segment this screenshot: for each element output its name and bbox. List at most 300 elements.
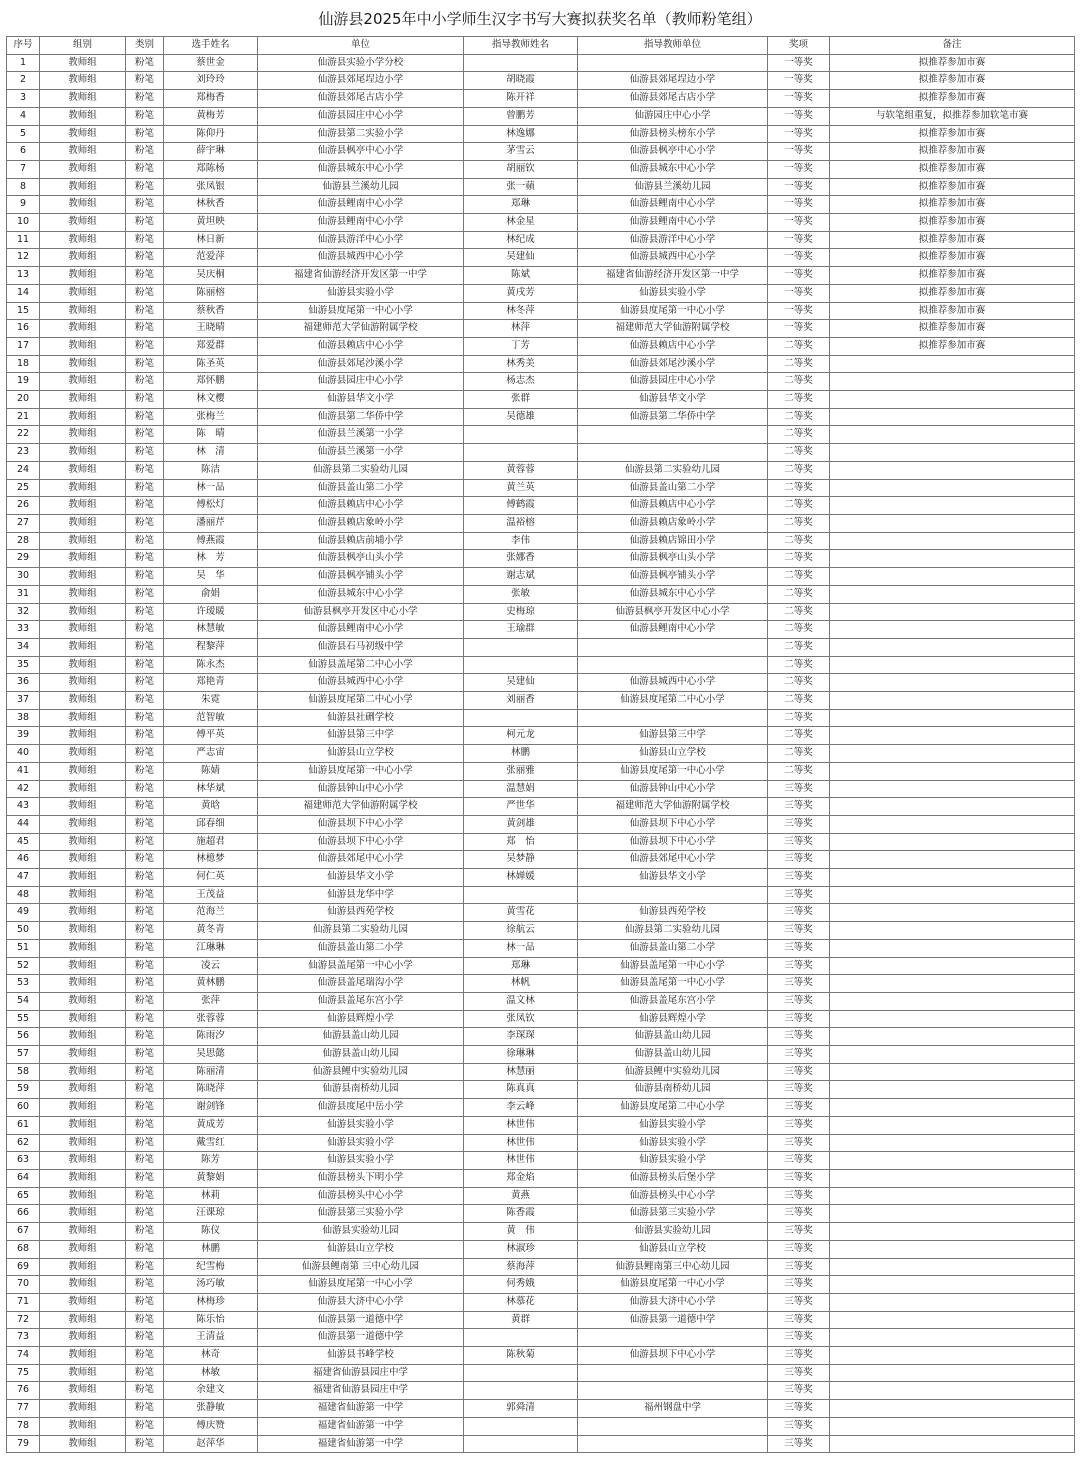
cell-award: 三等奖 xyxy=(768,1293,830,1311)
cell-advisor: 茅雪云 xyxy=(464,143,578,161)
cell-index: 1 xyxy=(7,54,40,72)
cell-index: 30 xyxy=(7,568,40,586)
cell-contestant: 邱春细 xyxy=(164,815,258,833)
cell-index: 8 xyxy=(7,178,40,196)
cell-remarks xyxy=(830,1329,1075,1347)
cell-remarks xyxy=(830,355,1075,373)
cell-remarks xyxy=(830,1223,1075,1241)
cell-category: 粉笔 xyxy=(126,656,164,674)
cell-contestant: 张静敏 xyxy=(164,1400,258,1418)
cell-advisor-unit: 仙游县城东中心小学 xyxy=(578,160,768,178)
cell-group: 教师组 xyxy=(40,957,126,975)
cell-contestant: 谢剑锋 xyxy=(164,1099,258,1117)
cell-unit: 仙游县第二实验幼儿园 xyxy=(258,461,464,479)
cell-group: 教师组 xyxy=(40,249,126,267)
cell-category: 粉笔 xyxy=(126,939,164,957)
cell-category: 粉笔 xyxy=(126,391,164,409)
cell-index: 58 xyxy=(7,1063,40,1081)
cell-advisor-unit: 仙游县赖店中心小学 xyxy=(578,337,768,355)
cell-advisor-unit: 仙游县山立学校 xyxy=(578,1240,768,1258)
table-row xyxy=(7,550,1075,568)
cell-award: 二等奖 xyxy=(768,727,830,745)
cell-contestant: 陈芳 xyxy=(164,1152,258,1170)
cell-award: 二等奖 xyxy=(768,568,830,586)
cell-unit: 仙游县实验小学 xyxy=(258,284,464,302)
cell-contestant: 俞娟 xyxy=(164,585,258,603)
cell-advisor: 黄剑雄 xyxy=(464,815,578,833)
cell-award: 一等奖 xyxy=(768,249,830,267)
cell-index: 71 xyxy=(7,1293,40,1311)
cell-unit: 仙游县榜头中心小学 xyxy=(258,1187,464,1205)
cell-index: 52 xyxy=(7,957,40,975)
cell-group: 教师组 xyxy=(40,337,126,355)
cell-remarks xyxy=(830,461,1075,479)
table-row xyxy=(7,1258,1075,1276)
cell-group: 教师组 xyxy=(40,302,126,320)
cell-advisor-unit: 仙游县园庄中心小学 xyxy=(578,373,768,391)
cell-group: 教师组 xyxy=(40,426,126,444)
cell-contestant: 张梅兰 xyxy=(164,408,258,426)
cell-advisor xyxy=(464,638,578,656)
cell-contestant: 林奇 xyxy=(164,1347,258,1365)
cell-remarks xyxy=(830,479,1075,497)
cell-group: 教师组 xyxy=(40,90,126,108)
cell-unit: 福建省仙游第一中学 xyxy=(258,1417,464,1435)
cell-group: 教师组 xyxy=(40,1081,126,1099)
cell-advisor-unit: 仙游县城西中心小学 xyxy=(578,249,768,267)
cell-award: 二等奖 xyxy=(768,426,830,444)
cell-group: 教师组 xyxy=(40,1276,126,1294)
cell-category: 粉笔 xyxy=(126,90,164,108)
cell-award: 三等奖 xyxy=(768,1081,830,1099)
cell-category: 粉笔 xyxy=(126,426,164,444)
cell-unit: 仙游县兰溪幼儿园 xyxy=(258,178,464,196)
table-header-row xyxy=(7,37,1075,55)
cell-advisor: 傅鹤霞 xyxy=(464,497,578,515)
cell-unit: 仙游县鲤南中心小学 xyxy=(258,621,464,639)
table-row xyxy=(7,851,1075,869)
table-row xyxy=(7,125,1075,143)
cell-index: 27 xyxy=(7,514,40,532)
cell-index: 11 xyxy=(7,231,40,249)
cell-remarks xyxy=(830,1382,1075,1400)
cell-contestant: 陈晓萍 xyxy=(164,1081,258,1099)
cell-index: 61 xyxy=(7,1116,40,1134)
cell-award: 二等奖 xyxy=(768,656,830,674)
cell-index: 54 xyxy=(7,992,40,1010)
cell-remarks xyxy=(830,992,1075,1010)
cell-remarks xyxy=(830,638,1075,656)
cell-contestant: 陈婧 xyxy=(164,762,258,780)
cell-advisor: 林慕花 xyxy=(464,1293,578,1311)
cell-index: 45 xyxy=(7,833,40,851)
cell-award: 二等奖 xyxy=(768,444,830,462)
cell-advisor: 吴德雄 xyxy=(464,408,578,426)
cell-category: 粉笔 xyxy=(126,1205,164,1223)
cell-remarks xyxy=(830,1258,1075,1276)
cell-advisor-unit: 福建师范大学仙游附属学校 xyxy=(578,798,768,816)
cell-contestant: 程黎萍 xyxy=(164,638,258,656)
cell-group: 教师组 xyxy=(40,72,126,90)
cell-unit: 福建师范大学仙游附属学校 xyxy=(258,320,464,338)
cell-advisor-unit: 仙游县枫亭中心小学 xyxy=(578,143,768,161)
cell-contestant: 郑艳青 xyxy=(164,674,258,692)
award-table xyxy=(6,36,1075,1453)
cell-advisor: 林金星 xyxy=(464,214,578,232)
cell-index: 4 xyxy=(7,107,40,125)
cell-category: 粉笔 xyxy=(126,815,164,833)
cell-award: 二等奖 xyxy=(768,479,830,497)
cell-award: 三等奖 xyxy=(768,833,830,851)
cell-unit: 仙游县郊尾古店小学 xyxy=(258,90,464,108)
table-row xyxy=(7,1364,1075,1382)
header-contestant: 选手姓名 xyxy=(164,37,258,55)
cell-unit: 仙游县盖山幼儿园 xyxy=(258,1046,464,1064)
cell-advisor: 温慧娟 xyxy=(464,780,578,798)
cell-unit: 仙游县园庄中心小学 xyxy=(258,373,464,391)
header-unit: 单位 xyxy=(258,37,464,55)
cell-advisor: 黄 伟 xyxy=(464,1223,578,1241)
table-row xyxy=(7,886,1075,904)
cell-advisor-unit: 仙游县榜头中心小学 xyxy=(578,1187,768,1205)
cell-contestant: 郑爱群 xyxy=(164,337,258,355)
cell-category: 粉笔 xyxy=(126,1170,164,1188)
cell-category: 粉笔 xyxy=(126,568,164,586)
cell-remarks xyxy=(830,674,1075,692)
cell-award: 三等奖 xyxy=(768,1028,830,1046)
cell-group: 教师组 xyxy=(40,1099,126,1117)
cell-remarks xyxy=(830,1099,1075,1117)
cell-category: 粉笔 xyxy=(126,302,164,320)
cell-advisor: 黄戌芳 xyxy=(464,284,578,302)
cell-advisor: 黄群 xyxy=(464,1311,578,1329)
table-row xyxy=(7,656,1075,674)
cell-contestant: 黄坦映 xyxy=(164,214,258,232)
header-advisor: 指导教师姓名 xyxy=(464,37,578,55)
cell-category: 粉笔 xyxy=(126,355,164,373)
cell-advisor-unit: 仙游县枫亭开发区中心小学 xyxy=(578,603,768,621)
cell-contestant: 黄冬青 xyxy=(164,922,258,940)
cell-award: 一等奖 xyxy=(768,231,830,249)
cell-index: 20 xyxy=(7,391,40,409)
cell-group: 教师组 xyxy=(40,1400,126,1418)
cell-remarks xyxy=(830,780,1075,798)
cell-advisor: 陈开祥 xyxy=(464,90,578,108)
cell-group: 教师组 xyxy=(40,444,126,462)
header-award: 奖项 xyxy=(768,37,830,55)
table-row xyxy=(7,90,1075,108)
cell-contestant: 余建文 xyxy=(164,1382,258,1400)
cell-award: 三等奖 xyxy=(768,1205,830,1223)
cell-contestant: 林檍梦 xyxy=(164,851,258,869)
cell-unit: 仙游县龙华中学 xyxy=(258,886,464,904)
cell-contestant: 林莉 xyxy=(164,1187,258,1205)
table-row xyxy=(7,320,1075,338)
table-row xyxy=(7,1417,1075,1435)
table-row xyxy=(7,479,1075,497)
cell-advisor: 李伟 xyxy=(464,532,578,550)
cell-index: 21 xyxy=(7,408,40,426)
cell-category: 粉笔 xyxy=(126,497,164,515)
cell-advisor-unit: 仙游县城东中心小学 xyxy=(578,585,768,603)
cell-award: 一等奖 xyxy=(768,107,830,125)
cell-contestant: 黄林鹏 xyxy=(164,975,258,993)
table-row xyxy=(7,107,1075,125)
cell-index: 41 xyxy=(7,762,40,780)
cell-group: 教师组 xyxy=(40,550,126,568)
table-row xyxy=(7,54,1075,72)
cell-advisor: 郑金焰 xyxy=(464,1170,578,1188)
cell-contestant: 严志宙 xyxy=(164,745,258,763)
cell-advisor: 黄雪花 xyxy=(464,904,578,922)
cell-group: 教师组 xyxy=(40,798,126,816)
cell-remarks xyxy=(830,1435,1075,1453)
cell-category: 粉笔 xyxy=(126,514,164,532)
table-row xyxy=(7,1170,1075,1188)
table-row xyxy=(7,745,1075,763)
cell-group: 教师组 xyxy=(40,1187,126,1205)
cell-category: 粉笔 xyxy=(126,1099,164,1117)
cell-contestant: 林一品 xyxy=(164,479,258,497)
cell-advisor-unit: 仙游县坝下中心小学 xyxy=(578,815,768,833)
cell-group: 教师组 xyxy=(40,603,126,621)
cell-unit: 仙游县鲤南中心小学 xyxy=(258,196,464,214)
cell-award: 一等奖 xyxy=(768,160,830,178)
cell-remarks xyxy=(830,621,1075,639)
cell-award: 二等奖 xyxy=(768,355,830,373)
cell-remarks xyxy=(830,727,1075,745)
cell-advisor: 陈真真 xyxy=(464,1081,578,1099)
cell-category: 粉笔 xyxy=(126,1364,164,1382)
cell-unit: 福建省仙游县园庄中学 xyxy=(258,1364,464,1382)
cell-advisor-unit xyxy=(578,1417,768,1435)
cell-category: 粉笔 xyxy=(126,1276,164,1294)
cell-award: 一等奖 xyxy=(768,54,830,72)
table-row xyxy=(7,674,1075,692)
cell-remarks xyxy=(830,745,1075,763)
cell-index: 72 xyxy=(7,1311,40,1329)
cell-category: 粉笔 xyxy=(126,1382,164,1400)
cell-index: 26 xyxy=(7,497,40,515)
cell-advisor-unit: 仙游县实验小学 xyxy=(578,1134,768,1152)
cell-unit: 福建省仙游县园庄中学 xyxy=(258,1382,464,1400)
cell-award: 一等奖 xyxy=(768,72,830,90)
cell-advisor-unit: 仙游县盖尾第一中心小学 xyxy=(578,975,768,993)
cell-remarks: 拟推荐参加市赛 xyxy=(830,160,1075,178)
cell-unit: 仙游县盖尾东宫小学 xyxy=(258,992,464,1010)
table-row xyxy=(7,178,1075,196)
cell-unit: 仙游县赖店中心小学 xyxy=(258,497,464,515)
cell-group: 教师组 xyxy=(40,1063,126,1081)
cell-category: 粉笔 xyxy=(126,550,164,568)
cell-contestant: 陈永杰 xyxy=(164,656,258,674)
cell-category: 粉笔 xyxy=(126,532,164,550)
cell-award: 一等奖 xyxy=(768,125,830,143)
cell-unit: 仙游县坝下中心小学 xyxy=(258,833,464,851)
cell-group: 教师组 xyxy=(40,391,126,409)
cell-group: 教师组 xyxy=(40,1435,126,1453)
table-row xyxy=(7,1134,1075,1152)
cell-remarks xyxy=(830,922,1075,940)
table-row xyxy=(7,603,1075,621)
cell-award: 二等奖 xyxy=(768,745,830,763)
cell-advisor-unit xyxy=(578,1435,768,1453)
cell-index: 68 xyxy=(7,1240,40,1258)
cell-contestant: 吴庆桐 xyxy=(164,267,258,285)
table-row xyxy=(7,1046,1075,1064)
cell-award: 二等奖 xyxy=(768,337,830,355)
cell-index: 35 xyxy=(7,656,40,674)
cell-contestant: 林秋香 xyxy=(164,196,258,214)
cell-advisor xyxy=(464,426,578,444)
cell-advisor-unit: 仙游县第二实验幼儿园 xyxy=(578,922,768,940)
cell-group: 教师组 xyxy=(40,1417,126,1435)
cell-contestant: 傅庆赞 xyxy=(164,1417,258,1435)
cell-index: 6 xyxy=(7,143,40,161)
table-row xyxy=(7,568,1075,586)
cell-group: 教师组 xyxy=(40,284,126,302)
cell-remarks xyxy=(830,656,1075,674)
cell-contestant: 黄成芳 xyxy=(164,1116,258,1134)
cell-category: 粉笔 xyxy=(126,1152,164,1170)
cell-index: 40 xyxy=(7,745,40,763)
cell-contestant: 林敏 xyxy=(164,1364,258,1382)
cell-index: 55 xyxy=(7,1010,40,1028)
cell-advisor: 林世伟 xyxy=(464,1134,578,1152)
cell-advisor-unit xyxy=(578,886,768,904)
cell-contestant: 林文樱 xyxy=(164,391,258,409)
cell-advisor: 曾鹏芳 xyxy=(464,107,578,125)
cell-advisor: 李琛琛 xyxy=(464,1028,578,1046)
cell-advisor-unit: 仙游县盖山幼儿园 xyxy=(578,1028,768,1046)
cell-advisor-unit: 仙游县盖山第二小学 xyxy=(578,479,768,497)
cell-advisor: 郑琳 xyxy=(464,196,578,214)
cell-group: 教师组 xyxy=(40,320,126,338)
cell-index: 19 xyxy=(7,373,40,391)
cell-advisor xyxy=(464,709,578,727)
cell-contestant: 张凤银 xyxy=(164,178,258,196)
cell-index: 75 xyxy=(7,1364,40,1382)
table-row xyxy=(7,939,1075,957)
cell-award: 一等奖 xyxy=(768,320,830,338)
table-row xyxy=(7,780,1075,798)
cell-category: 粉笔 xyxy=(126,249,164,267)
cell-remarks xyxy=(830,408,1075,426)
cell-group: 教师组 xyxy=(40,1152,126,1170)
cell-remarks xyxy=(830,1170,1075,1188)
cell-unit: 仙游县枫亭开发区中心小学 xyxy=(258,603,464,621)
cell-category: 粉笔 xyxy=(126,461,164,479)
cell-group: 教师组 xyxy=(40,143,126,161)
cell-index: 32 xyxy=(7,603,40,621)
cell-remarks xyxy=(830,585,1075,603)
cell-group: 教师组 xyxy=(40,992,126,1010)
table-row xyxy=(7,72,1075,90)
table-row xyxy=(7,497,1075,515)
cell-advisor: 谢志斌 xyxy=(464,568,578,586)
cell-award: 一等奖 xyxy=(768,196,830,214)
cell-group: 教师组 xyxy=(40,975,126,993)
cell-remarks xyxy=(830,798,1075,816)
cell-advisor-unit: 仙游县第一道德中学 xyxy=(578,1311,768,1329)
table-row xyxy=(7,267,1075,285)
cell-advisor: 林婵媛 xyxy=(464,869,578,887)
cell-contestant: 林鹏 xyxy=(164,1240,258,1258)
cell-unit: 仙游县第二华侨中学 xyxy=(258,408,464,426)
cell-category: 粉笔 xyxy=(126,479,164,497)
cell-remarks xyxy=(830,550,1075,568)
cell-advisor-unit: 仙游县实验幼儿园 xyxy=(578,1223,768,1241)
cell-remarks: 拟推荐参加市赛 xyxy=(830,249,1075,267)
cell-index: 3 xyxy=(7,90,40,108)
cell-index: 65 xyxy=(7,1187,40,1205)
cell-award: 一等奖 xyxy=(768,90,830,108)
cell-unit: 仙游县实验小学 xyxy=(258,1134,464,1152)
cell-index: 17 xyxy=(7,337,40,355)
cell-award: 二等奖 xyxy=(768,532,830,550)
cell-unit: 仙游县盖山第二小学 xyxy=(258,939,464,957)
cell-unit: 仙游县第一道德中学 xyxy=(258,1311,464,1329)
cell-category: 粉笔 xyxy=(126,585,164,603)
cell-advisor-unit: 仙游县钟山中心小学 xyxy=(578,780,768,798)
table-row xyxy=(7,1400,1075,1418)
cell-category: 粉笔 xyxy=(126,727,164,745)
cell-advisor-unit: 仙游县山立学校 xyxy=(578,745,768,763)
cell-contestant: 黄晗 xyxy=(164,798,258,816)
cell-award: 二等奖 xyxy=(768,585,830,603)
cell-category: 粉笔 xyxy=(126,125,164,143)
table-row xyxy=(7,214,1075,232)
cell-index: 38 xyxy=(7,709,40,727)
cell-remarks xyxy=(830,815,1075,833)
cell-group: 教师组 xyxy=(40,621,126,639)
cell-index: 56 xyxy=(7,1028,40,1046)
table-row xyxy=(7,160,1075,178)
cell-category: 粉笔 xyxy=(126,798,164,816)
cell-category: 粉笔 xyxy=(126,1223,164,1241)
cell-contestant: 黄梅芳 xyxy=(164,107,258,125)
header-advisor-unit: 指导教师单位 xyxy=(578,37,768,55)
table-row xyxy=(7,391,1075,409)
cell-unit: 仙游县实验小学 xyxy=(258,1116,464,1134)
cell-advisor xyxy=(464,1382,578,1400)
cell-advisor-unit: 仙游县大济中心小学 xyxy=(578,1293,768,1311)
table-row xyxy=(7,1276,1075,1294)
cell-advisor-unit: 仙游县郊尾古店小学 xyxy=(578,90,768,108)
table-row xyxy=(7,444,1075,462)
cell-unit: 仙游县赖店象岭小学 xyxy=(258,514,464,532)
cell-remarks xyxy=(830,1010,1075,1028)
table-row xyxy=(7,461,1075,479)
cell-index: 5 xyxy=(7,125,40,143)
cell-remarks xyxy=(830,869,1075,887)
cell-award: 一等奖 xyxy=(768,143,830,161)
cell-contestant: 郑陈杨 xyxy=(164,160,258,178)
cell-advisor: 张群 xyxy=(464,391,578,409)
cell-category: 粉笔 xyxy=(126,869,164,887)
cell-group: 教师组 xyxy=(40,656,126,674)
cell-unit: 仙游县兰溪第一小学 xyxy=(258,426,464,444)
cell-category: 粉笔 xyxy=(126,975,164,993)
cell-unit: 仙游县辉煌小学 xyxy=(258,1010,464,1028)
cell-award: 一等奖 xyxy=(768,284,830,302)
cell-advisor-unit: 仙游县鲤南第三中心幼儿园 xyxy=(578,1258,768,1276)
cell-group: 教师组 xyxy=(40,1116,126,1134)
cell-advisor: 徐航云 xyxy=(464,922,578,940)
cell-advisor-unit: 仙游县辉煌小学 xyxy=(578,1010,768,1028)
cell-award: 三等奖 xyxy=(768,1223,830,1241)
cell-index: 76 xyxy=(7,1382,40,1400)
